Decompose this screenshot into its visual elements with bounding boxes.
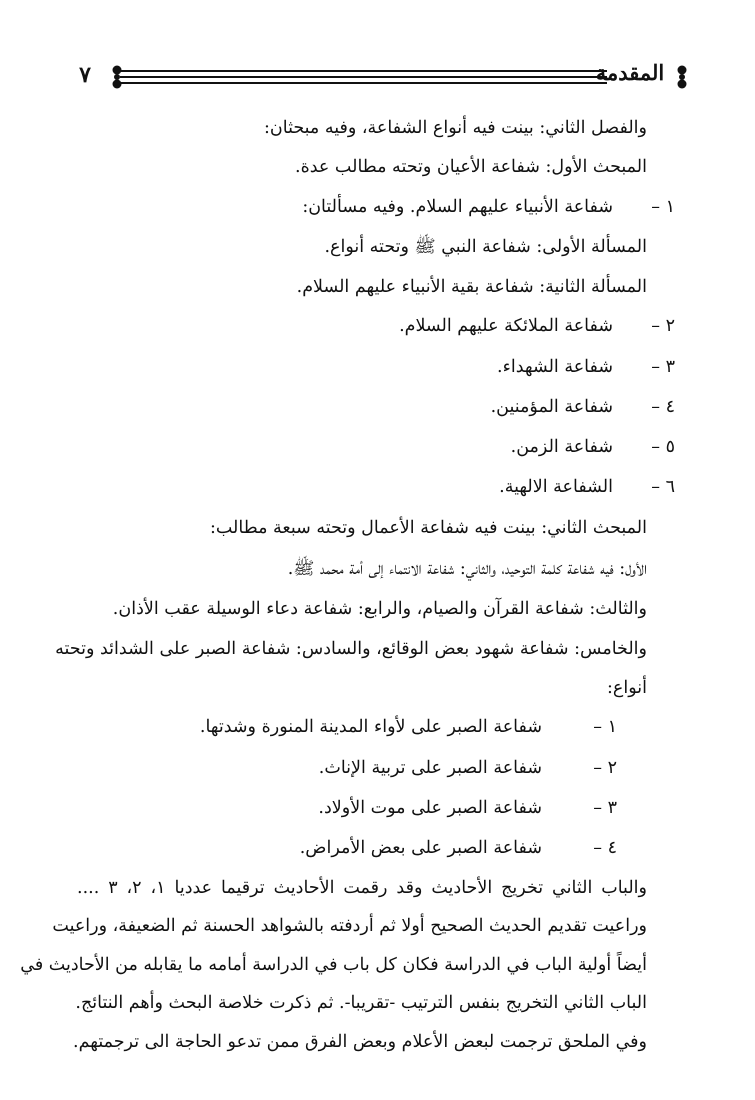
list-number: ٢ – bbox=[651, 316, 675, 336]
page-number: ٧ bbox=[79, 62, 91, 88]
text-line: أيضاً أولية الباب في الدراسة فكان كل باب في الدراسة أمامه ما يقابله من الأحاديث في bbox=[20, 955, 647, 975]
list-item: شفاعة المؤمنين. bbox=[490, 397, 613, 417]
sub-list-number: ١ – bbox=[593, 717, 617, 737]
text-line: الأول: فيه شفاعة كلمة التوحيد، والثاني: شفاعة الانتماء إلى أمة محمد ﷺ. bbox=[287, 559, 647, 579]
text-line: وفي الملحق ترجمت لبعض الأعلام وبعض الفرق ممن تدعو الحاجة الى ترجمتهم. bbox=[73, 1032, 647, 1052]
list-item: شفاعة الأنبياء عليهم السلام. وفيه مسألتان: bbox=[302, 197, 613, 217]
sub-list-number: ٤ – bbox=[593, 838, 617, 858]
list-item: شفاعة الشهداء. bbox=[497, 357, 613, 377]
list-item: شفاعة الزمن. bbox=[510, 437, 613, 457]
text-line: والفصل الثاني: بينت فيه أنواع الشفاعة، وفيه مبحثان: bbox=[263, 118, 647, 138]
list-number: ٥ – bbox=[651, 437, 675, 457]
header-rule bbox=[110, 64, 588, 90]
text-line: والباب الثاني تخريج الأحاديث وقد رقمت الأحاديث ترقيما عدديا ١، ٢، ٣ .... bbox=[77, 878, 647, 898]
list-item: الشفاعة الالهية. bbox=[499, 477, 613, 497]
text-line: المسألة الثانية: شفاعة بقية الأنبياء عليهم السلام. bbox=[296, 277, 647, 297]
sub-list-item: شفاعة الصبر على موت الأولاد. bbox=[318, 798, 542, 818]
sub-list-item: شفاعة الصبر على لأواء المدينة المنورة وشدتها. bbox=[199, 717, 542, 737]
page-header bbox=[0, 50, 755, 100]
sub-list-item: شفاعة الصبر على بعض الأمراض. bbox=[299, 838, 542, 858]
list-number: ١ – bbox=[651, 197, 675, 217]
sub-list-item: شفاعة الصبر على تربية الإناث. bbox=[318, 758, 542, 778]
text-line: والثالث: شفاعة القرآن والصيام، والرابع: شفاعة دعاء الوسيلة عقب الأذان. bbox=[112, 599, 647, 619]
text-line: الباب الثاني التخريج بنفس الترتيب -تقريبا-. ثم ذكرت خلاصة البحث وأهم النتائج. bbox=[75, 993, 647, 1013]
text-line: أنواع: bbox=[607, 678, 647, 698]
sub-list-number: ٢ – bbox=[593, 758, 617, 778]
text-line: المبحث الأول: شفاعة الأعيان وتحته مطالب عدة. bbox=[295, 157, 647, 177]
text-line: المبحث الثاني: بينت فيه شفاعة الأعمال وتحته سبعة مطالب: bbox=[209, 518, 647, 538]
sub-list-number: ٣ – bbox=[593, 798, 617, 818]
list-number: ٤ – bbox=[651, 397, 675, 417]
list-item: شفاعة الملائكة عليهم السلام. bbox=[399, 316, 613, 336]
text-line: المسألة الأولى: شفاعة النبي ﷺ وتحته أنواع. bbox=[324, 237, 647, 257]
text-line: وراعيت تقديم الحديث الصحيح أولا ثم أردفته بالشواهد الحسنة ثم الضعيفة، وراعيت bbox=[52, 916, 647, 936]
list-number: ٣ – bbox=[651, 357, 675, 377]
list-number: ٦ – bbox=[651, 477, 675, 497]
text-line: والخامس: شفاعة شهود بعض الوقائع، والسادس: شفاعة الصبر على الشدائد وتحته bbox=[55, 639, 647, 659]
header-title: المقدمة bbox=[595, 60, 665, 85]
